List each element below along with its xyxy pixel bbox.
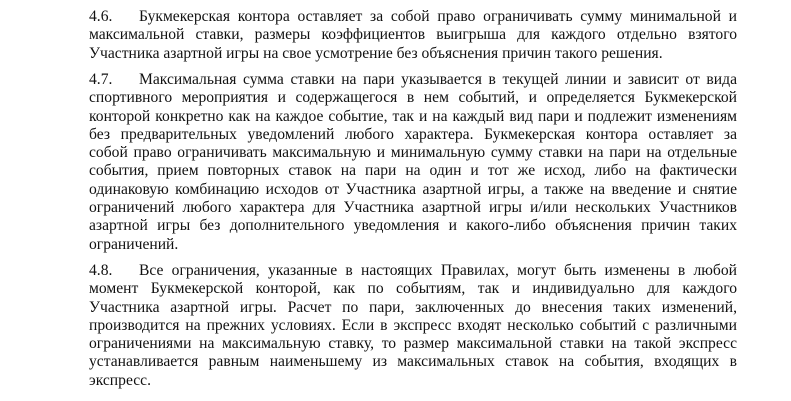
clause-number: 4.6. (89, 8, 113, 25)
clause-line: конторой конкретно как на каждое событие, так и на каждый вид пари и подлежит изменениям (89, 107, 737, 125)
clause-line: устанавливается равным наименьшему из максимальных ставок на события, входящих в (89, 353, 737, 371)
clause-line: одинаковую комбинацию исходов от Участника азартной игры, а также на введение и снятие (89, 180, 737, 198)
clause-line: Участника азартной игры на свое усмотрение без объяснения причин такого решения. (89, 44, 663, 62)
clause-line: момент Букмекерской конторой, как по событиям, так и индивидуально для каждого (89, 280, 737, 298)
clause-line: собой право ограничивать максимальную и минимальную сумму ставки на пари на отдельные (89, 144, 737, 162)
clause-line: 4.8. Все ограничения, указанные в настоящих Правилах, могут быть изменены в любой (89, 262, 737, 279)
clause-4-7 (89, 71, 737, 254)
clause-line: максимальной ставки, размеры коэффициентов выигрыша для каждого отдельно взятого (89, 26, 737, 44)
clause-line: ограничениями на максимальную ставку, то размер максимальной ставки на такой экспресс (89, 335, 737, 353)
clause-line: без предварительных уведомлений любого характера. Букмекерская контора оставляет за (89, 125, 737, 143)
clause-4-8 (89, 262, 737, 390)
clause-4-6 (89, 8, 737, 63)
clause-line: производится на прежних условиях. Если в экспресс входят несколько событий с различными (89, 316, 737, 334)
clause-line: ограничений любого характера для Участника азартной игры и/или нескольких Участников (89, 199, 737, 217)
clause-line: спортивного мероприятия и содержащегося в нем событий, и определяется Букмекерской (89, 89, 737, 107)
clause-line: 4.7. Максимальная сумма ставки на пари указывается в текущей линии и зависит от вида (89, 71, 737, 88)
clause-number: 4.8. (89, 262, 113, 279)
clause-number: 4.7. (89, 71, 113, 88)
clause-line: ограничений. (89, 235, 179, 253)
clause-line: события, прием повторных ставок на пари на один и тот же исход, либо на фактически (89, 162, 737, 180)
clause-line: 4.6. Букмекерская контора оставляет за собой право ограничивать сумму минимальной и (89, 8, 737, 25)
clause-line: азартной игры без дополнительного уведомления и какого-либо объяснения причин таких (89, 217, 737, 235)
clause-line: экспресс. (89, 371, 151, 389)
clause-line: Участника азартной игры. Расчет по пари, заключенных до внесения таких изменений, (89, 298, 737, 316)
